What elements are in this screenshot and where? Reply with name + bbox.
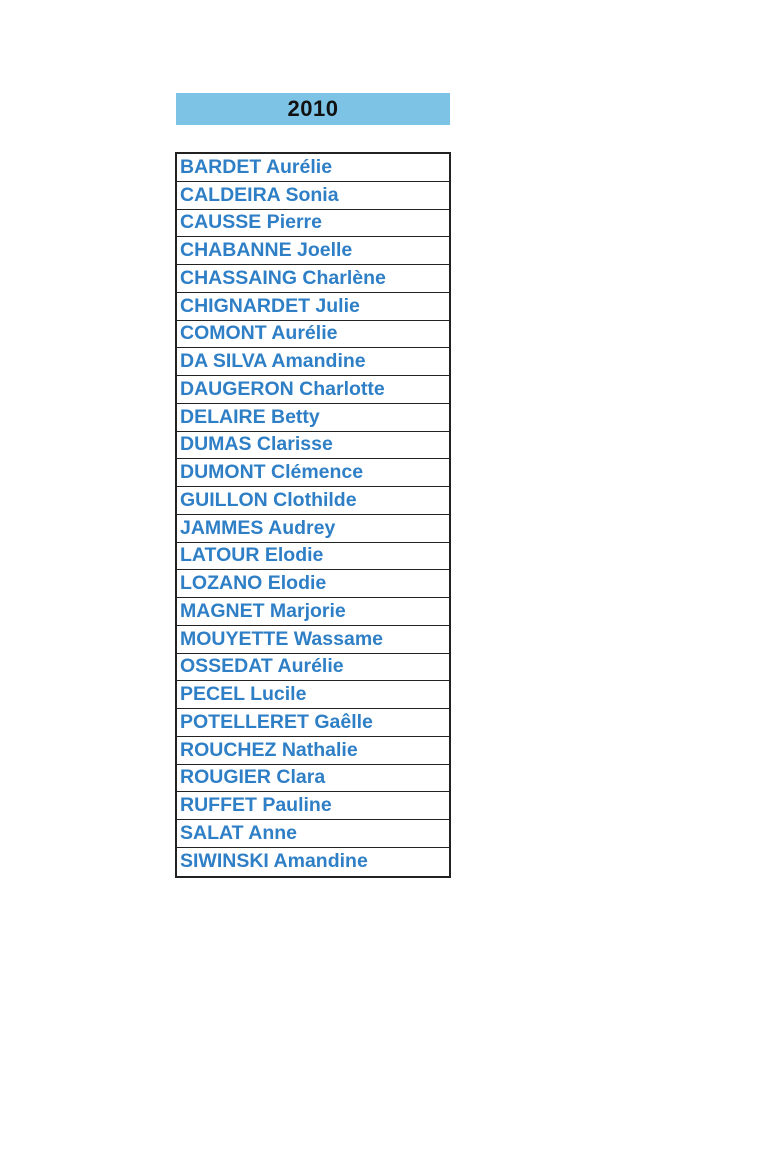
name-row: DA SILVA Amandine	[177, 348, 449, 376]
name-row: COMONT Aurélie	[177, 321, 449, 349]
name-row: CALDEIRA Sonia	[177, 182, 449, 210]
name-row: DUMONT Clémence	[177, 459, 449, 487]
name-row: LOZANO Elodie	[177, 570, 449, 598]
name-row: MAGNET Marjorie	[177, 598, 449, 626]
name-row: DELAIRE Betty	[177, 404, 449, 432]
name-row: DUMAS Clarisse	[177, 432, 449, 460]
name-row: CHASSAING Charlène	[177, 265, 449, 293]
name-row: RUFFET Pauline	[177, 792, 449, 820]
name-row: CHABANNE Joelle	[177, 237, 449, 265]
name-row: ROUGIER Clara	[177, 765, 449, 793]
name-row: SIWINSKI Amandine	[180, 850, 368, 873]
name-row: BARDET Aurélie	[177, 154, 449, 182]
name-row: CHIGNARDET Julie	[177, 293, 449, 321]
name-row: POTELLERET Gaêlle	[177, 709, 449, 737]
names-table	[175, 152, 451, 878]
name-row: DAUGERON Charlotte	[177, 376, 449, 404]
name-row: GUILLON Clothilde	[177, 487, 449, 515]
name-row: OSSEDAT Aurélie	[177, 654, 449, 682]
name-row: LATOUR Elodie	[177, 543, 449, 571]
name-row: PECEL Lucile	[177, 681, 449, 709]
name-row: SALAT Anne	[177, 820, 449, 848]
name-row: ROUCHEZ Nathalie	[177, 737, 449, 765]
year-header	[176, 93, 450, 125]
name-row: JAMMES Audrey	[177, 515, 449, 543]
name-row: MOUYETTE Wassame	[177, 626, 449, 654]
name-row: CAUSSE Pierre	[177, 210, 449, 238]
year-label: 2010	[287, 96, 339, 121]
